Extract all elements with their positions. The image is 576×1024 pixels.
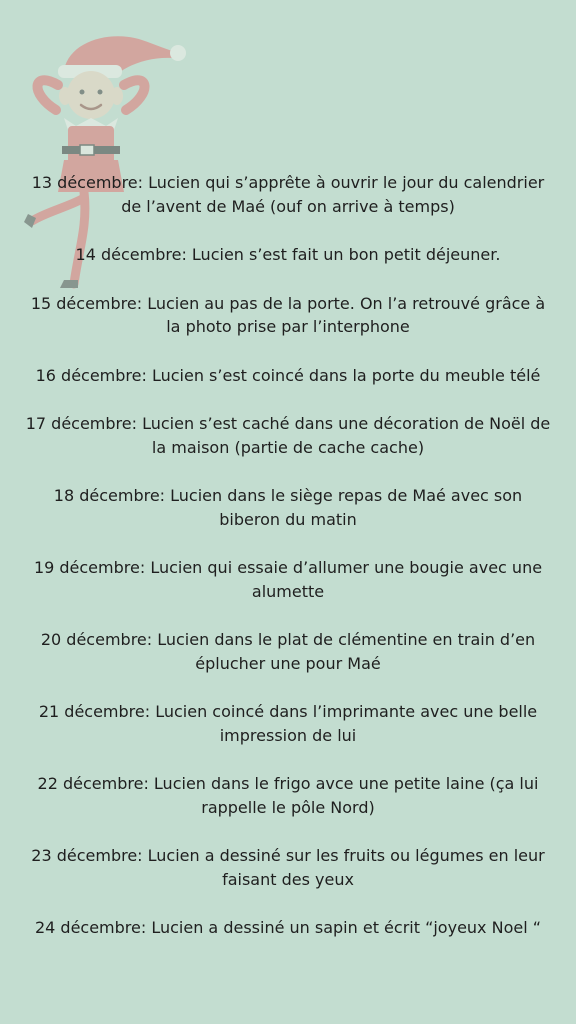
calendar-entry-22: 22 décembre: Lucien dans le frigo avce une petite laine (ça lui rappelle le pôle Nord) (37, 774, 539, 817)
calendar-entry-19: 19 décembre: Lucien qui essaie d’allumer une bougie avec une alumette (33, 558, 543, 601)
calendar-entry-16: 16 décembre: Lucien s’est coincé dans la porte du meuble télé (35, 365, 541, 385)
calendar-entry-17: 17 décembre: Lucien s’est caché dans une décoration de Noël de la maison (partie de cache cache) (25, 414, 551, 457)
calendar-entry-24: 24 décembre: Lucien a dessiné un sapin et écrit “joyeux Noel “ (34, 918, 542, 937)
calendar-entry-20: 20 décembre: Lucien dans le plat de clémentine en train d’en éplucher une pour Maé (40, 630, 536, 673)
calendar-entry-15: 15 décembre: Lucien au pas de la porte. On l’a retrouvé grâce à la photo prise par l’interphone (30, 293, 546, 336)
calendar-entry-14: 14 décembre: Lucien s’est fait un bon petit déjeuner. (75, 245, 501, 264)
calendar-entry-13: 13 décembre: Lucien qui s’apprête à ouvrir le jour du calendrier de l’avent de Maé (ouf on arrive à temps) (31, 173, 545, 216)
calendar-entry-23: 23 décembre: Lucien a dessiné sur les fruits ou légumes en leur faisant des yeux (31, 846, 545, 889)
calendar-entry-list (24, 171, 552, 965)
calendar-entry-21: 21 décembre: Lucien coincé dans l’imprimante avec une belle impression de lui (38, 702, 538, 745)
calendar-entry-18: 18 décembre: Lucien dans le siège repas de Maé avec son biberon du matin (53, 486, 523, 529)
